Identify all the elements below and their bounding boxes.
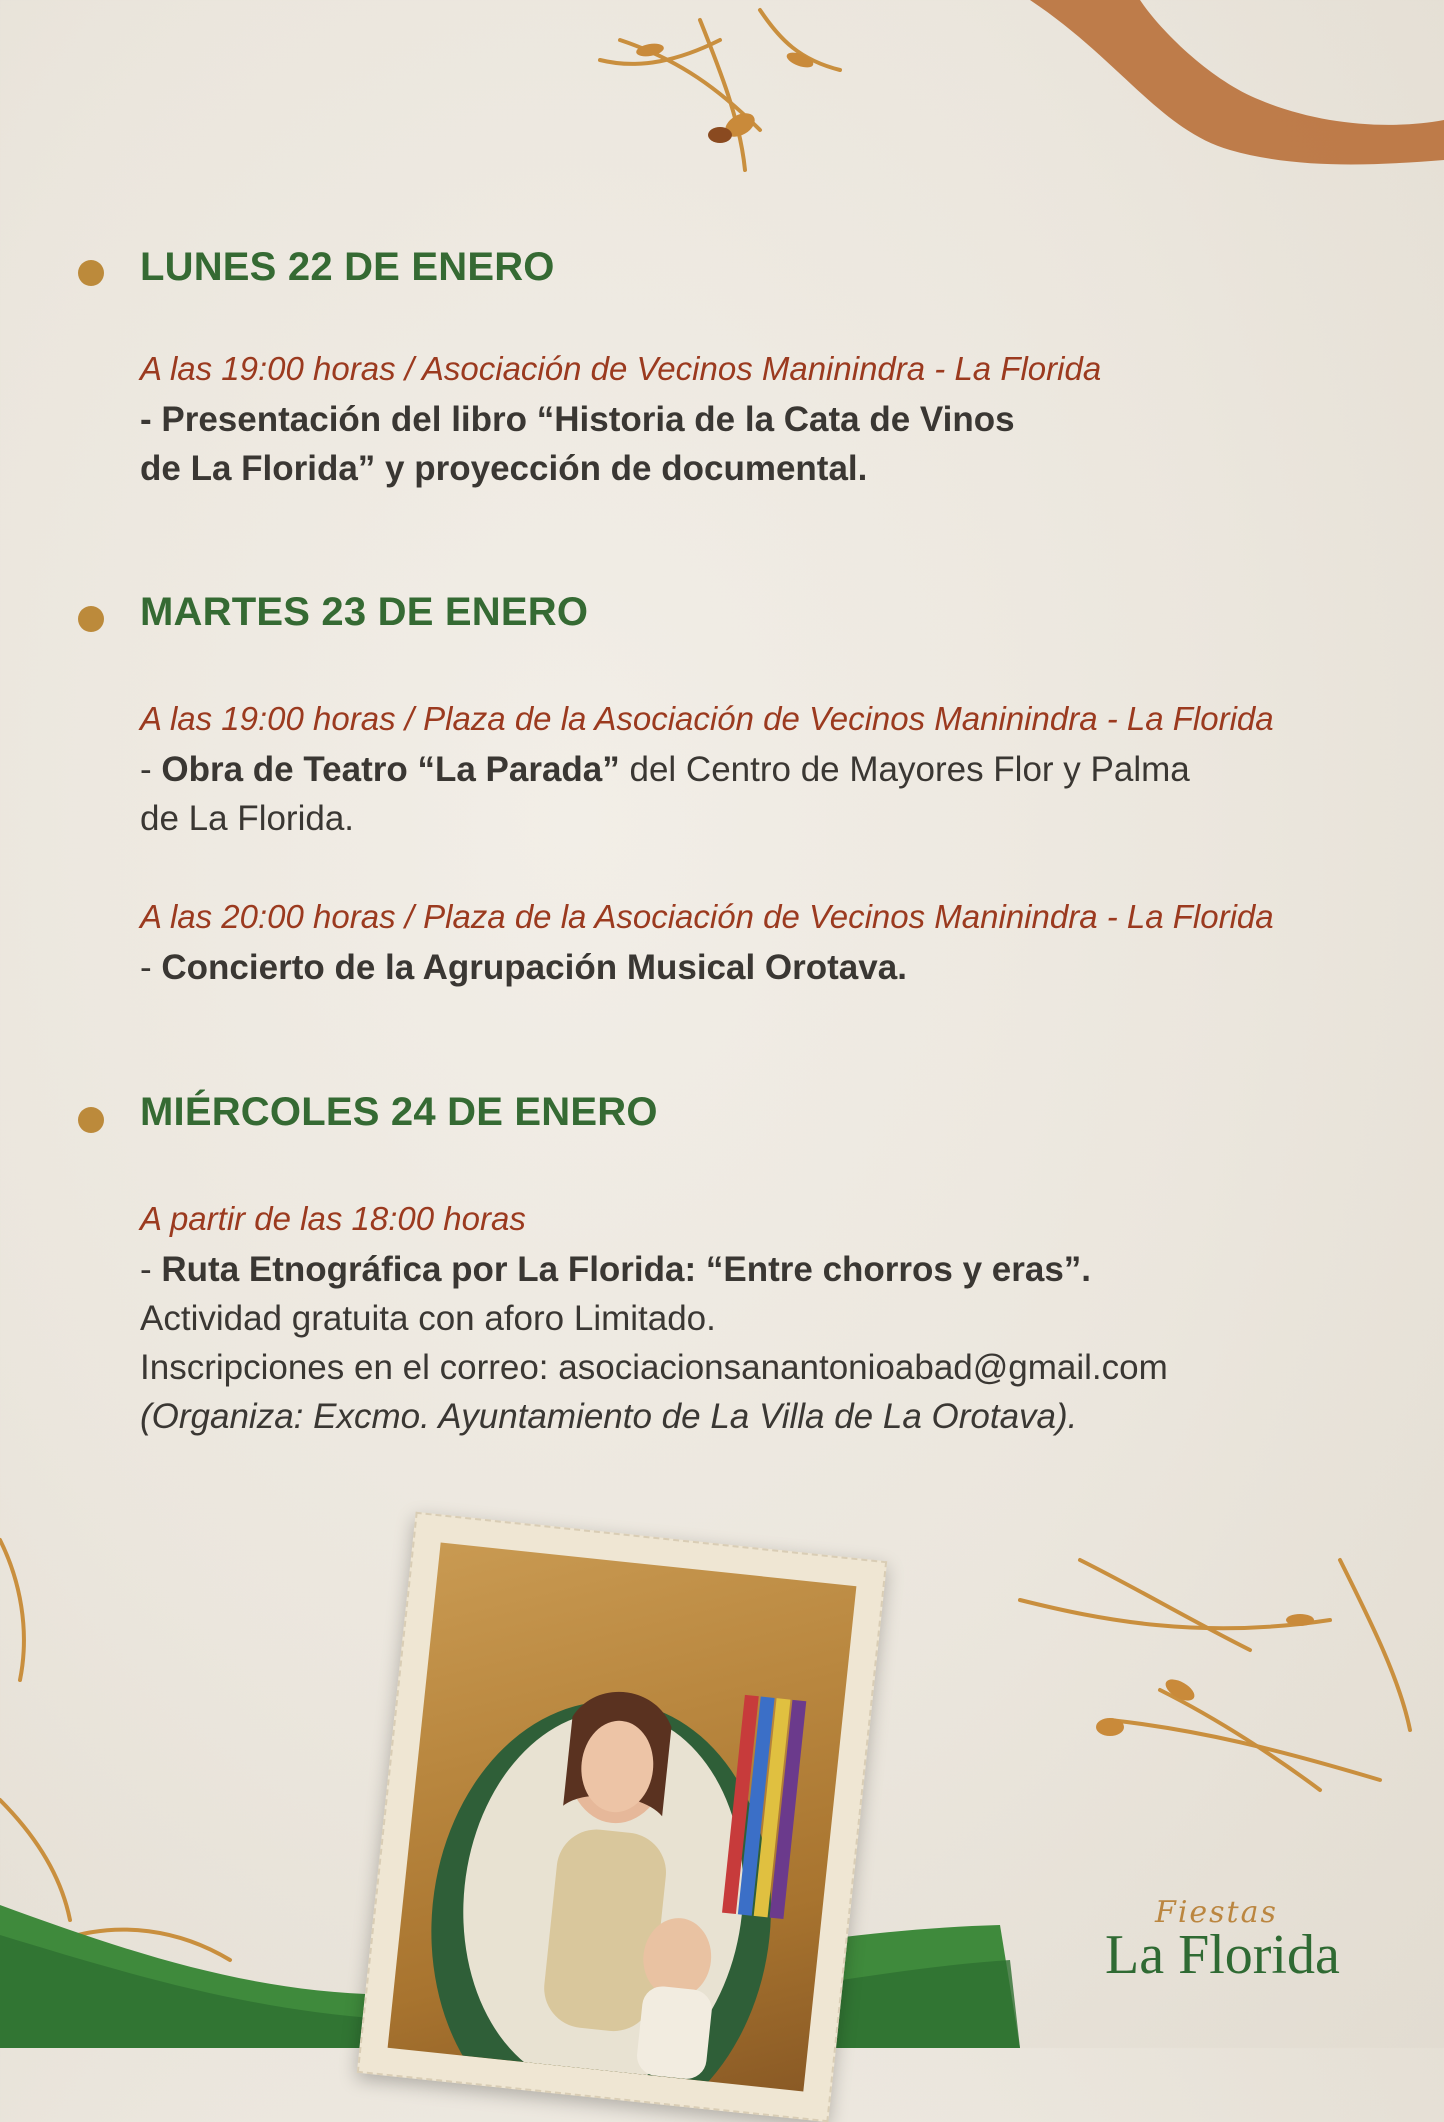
event-description-line: - Presentación del libro “Historia de la Cata de Vinos: [140, 400, 1015, 439]
event-description: [140, 943, 1360, 992]
logo-script-text: Fiestas: [1155, 1895, 1278, 1930]
event-description-line: Actividad gratuita con aforo Limitado.: [140, 1299, 716, 1338]
day-bullet: [78, 260, 104, 286]
event-organizer-line: (Organiza: Excmo. Ayuntamiento de La Villa de La Orotava).: [140, 1397, 1078, 1436]
event-description-line: de La Florida” y proyección de documental.: [140, 449, 868, 488]
event-email-line: Inscripciones en el correo: asociacionsanantonioabad@gmail.com: [140, 1348, 1168, 1387]
day-heading-wednesday: MIÉRCOLES 24 DE ENERO: [140, 1090, 658, 1134]
event-time: A partir de las 18:00 horas: [140, 1200, 526, 1237]
event-description: [140, 1245, 1360, 1441]
virgin-statue-photo: [388, 1543, 857, 2092]
event-description-line: - Ruta Etnográfica por La Florida: “Entre chorros y eras”.: [140, 1250, 1092, 1289]
leaves-right-decoration: [1096, 1614, 1314, 1736]
day-bullet: [78, 606, 104, 632]
event-description-line: - Concierto de la Agrupación Musical Orotava.: [140, 948, 907, 987]
branch-right-decoration: [1020, 1560, 1410, 1790]
event-description: [140, 395, 1360, 493]
day-bullet: [78, 1107, 104, 1133]
logo-main-text: La Florida: [1105, 1924, 1340, 1986]
branch-top-decoration: [600, 10, 840, 170]
fiestas-la-florida-logo: [1105, 1895, 1385, 2005]
event-description-line: - Obra de Teatro “La Parada” del Centro de Mayores Flor y Palma: [140, 750, 1190, 789]
leaves-top-decoration: [635, 42, 815, 143]
day-heading-tuesday: MARTES 23 DE ENERO: [140, 590, 589, 634]
day-heading-monday: LUNES 22 DE ENERO: [140, 245, 555, 289]
branch-left-decoration: [0, 1540, 230, 1960]
event-time: A las 19:00 horas / Plaza de la Asociación de Vecinos Maninindra - La Florida: [140, 700, 1274, 737]
event-description-line: de La Florida.: [140, 799, 355, 838]
event-time: A las 20:00 horas / Plaza de la Asociación de Vecinos Maninindra - La Florida: [140, 898, 1274, 935]
event-description: [140, 745, 1360, 843]
copper-ribbon-decoration: [1030, 0, 1444, 164]
photo-frame: [357, 1512, 887, 2122]
event-time: A las 19:00 horas / Asociación de Vecinos Maninindra - La Florida: [140, 350, 1102, 387]
